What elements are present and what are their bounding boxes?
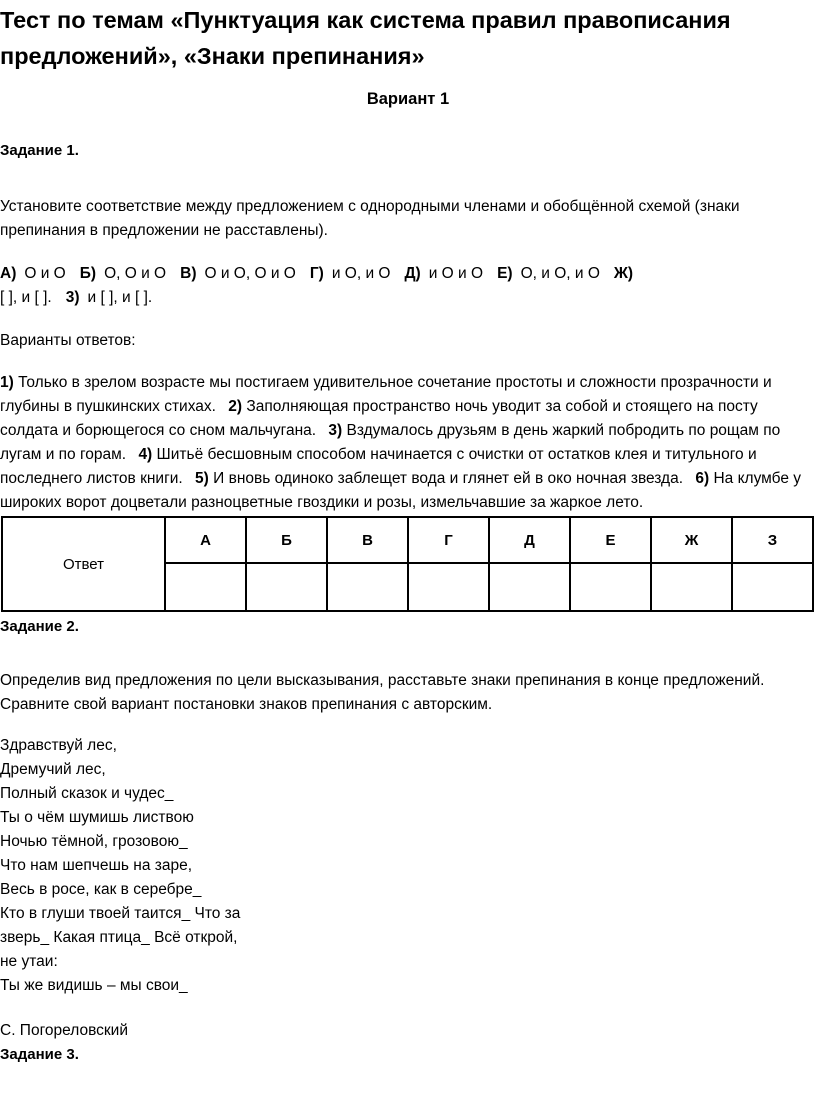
table-header-row [2, 517, 813, 563]
scheme-text: О, О и О [104, 265, 167, 282]
sentence-number: 1) [0, 374, 14, 391]
scheme-letter: Д) [404, 265, 421, 282]
answer-cell[interactable] [651, 563, 732, 611]
task1-sentences [0, 371, 812, 515]
scheme-text: О, и О, и О [520, 265, 600, 282]
scheme-letter: В) [180, 265, 197, 282]
poem-line: зверь_ Какая птица_ Всё открой, [0, 929, 238, 946]
answer-cell[interactable] [165, 563, 246, 611]
table-header-cell: А [165, 517, 246, 563]
scheme-text: и [ ], и [ ]. [87, 289, 153, 306]
answer-cell[interactable] [732, 563, 813, 611]
scheme-letter: Г) [309, 265, 324, 282]
answer-cell[interactable] [408, 563, 489, 611]
poem [0, 734, 400, 998]
variant-heading: Вариант 1 [366, 90, 450, 108]
sentence-number: 4) [138, 446, 153, 463]
poem-line: Ты о чём шумишь листвою [0, 809, 194, 826]
sentence-text: Вздумалось друзьям в день жаркий побродить по рощам по лугам и по горам. [0, 422, 781, 463]
poem-line: не утаи: [0, 953, 58, 970]
answer-cell[interactable] [489, 563, 570, 611]
task3-heading: Задание 3. [0, 1046, 79, 1063]
options-label: Варианты ответов: [0, 332, 136, 349]
answer-row-label: Ответ [2, 517, 165, 611]
sentence-number: 5) [195, 470, 209, 487]
scheme-letter: А) [0, 265, 17, 282]
task1-heading: Задание 1. [0, 142, 79, 159]
task1-schemes [0, 262, 812, 310]
task2-instruction: Определив вид предложения по цели высказывания, расставьте знаки препинания в конце предложений. Сравните свой вариант постановки знаков препинания с авторским. [0, 672, 765, 713]
poem-line: Ты же видишь – мы свои_ [0, 977, 188, 994]
sentence-number: 3) [328, 422, 343, 439]
scheme-letter: Б) [79, 265, 97, 282]
sentence-text: Шитьё бесшовным способом начинается с очистки от остатков клея и титульного и последнего листов книги. [0, 446, 757, 487]
sentence-text: Заполняющая пространство ночь уводит за собой и стоящего на посту солдата и борющегося со сном мальчугана. [0, 398, 758, 439]
scheme-letter: Ж) [613, 265, 634, 282]
sentence-number: 6) [695, 470, 710, 487]
sentence-text: И вновь одиноко заблещет вода и глянет ей в око ночная звезда. [213, 470, 684, 487]
scheme-text: и О и О [428, 265, 484, 282]
table-header-cell: Г [408, 517, 489, 563]
poem-line: Дремучий лес, [0, 761, 106, 778]
table-header-cell: Д [489, 517, 570, 563]
table-header-cell: Е [570, 517, 651, 563]
sentence-text: На клумбе у широких ворот доцветали разноцветные гвоздики и розы, измельчавшие за жаркое лето. [0, 470, 802, 511]
scheme-letter: 3) [65, 289, 80, 306]
page-title: Тест по темам «Пунктуация как система правил правописания предложений», «Знаки препинания» [0, 7, 731, 69]
task1-instruction: Установите соответствие между предложением с однородными членами и обобщённой схемой (знаки препинания в предложении не расставлены). [0, 198, 740, 239]
poem-line: Весь в росе, как в серебре_ [0, 881, 202, 898]
scheme-text: и О, и О [331, 265, 391, 282]
scheme-text: О и О, О и О [204, 265, 296, 282]
scheme-text: [ ], и [ ]. [0, 289, 52, 306]
poem-author: С. Погореловский [0, 1022, 128, 1039]
sentence-number: 2) [228, 398, 243, 415]
scheme-letter: Е) [497, 265, 513, 282]
answer-table [1, 516, 814, 612]
sentence-text: Только в зрелом возрасте мы постигаем удивительное сочетание простоты и сложности прозрачности и глубины в пушкинских стихах. [0, 374, 772, 415]
table-header-cell: Ж [651, 517, 732, 563]
table-header-cell: Б [246, 517, 327, 563]
answer-cell[interactable] [246, 563, 327, 611]
task2-heading: Задание 2. [0, 618, 79, 635]
poem-line: Полный сказок и чудес_ [0, 785, 174, 802]
poem-line: Здравствуй лес, [0, 737, 117, 754]
poem-line: Кто в глуши твоей таится_ Что за [0, 905, 241, 922]
poem-line: Ночью тёмной, грозовою_ [0, 833, 188, 850]
table-header-cell: В [327, 517, 408, 563]
answer-cell[interactable] [327, 563, 408, 611]
answer-cell[interactable] [570, 563, 651, 611]
table-header-cell: З [732, 517, 813, 563]
poem-line: Что нам шепчешь на заре, [0, 857, 193, 874]
scheme-text: О и О [24, 265, 66, 282]
